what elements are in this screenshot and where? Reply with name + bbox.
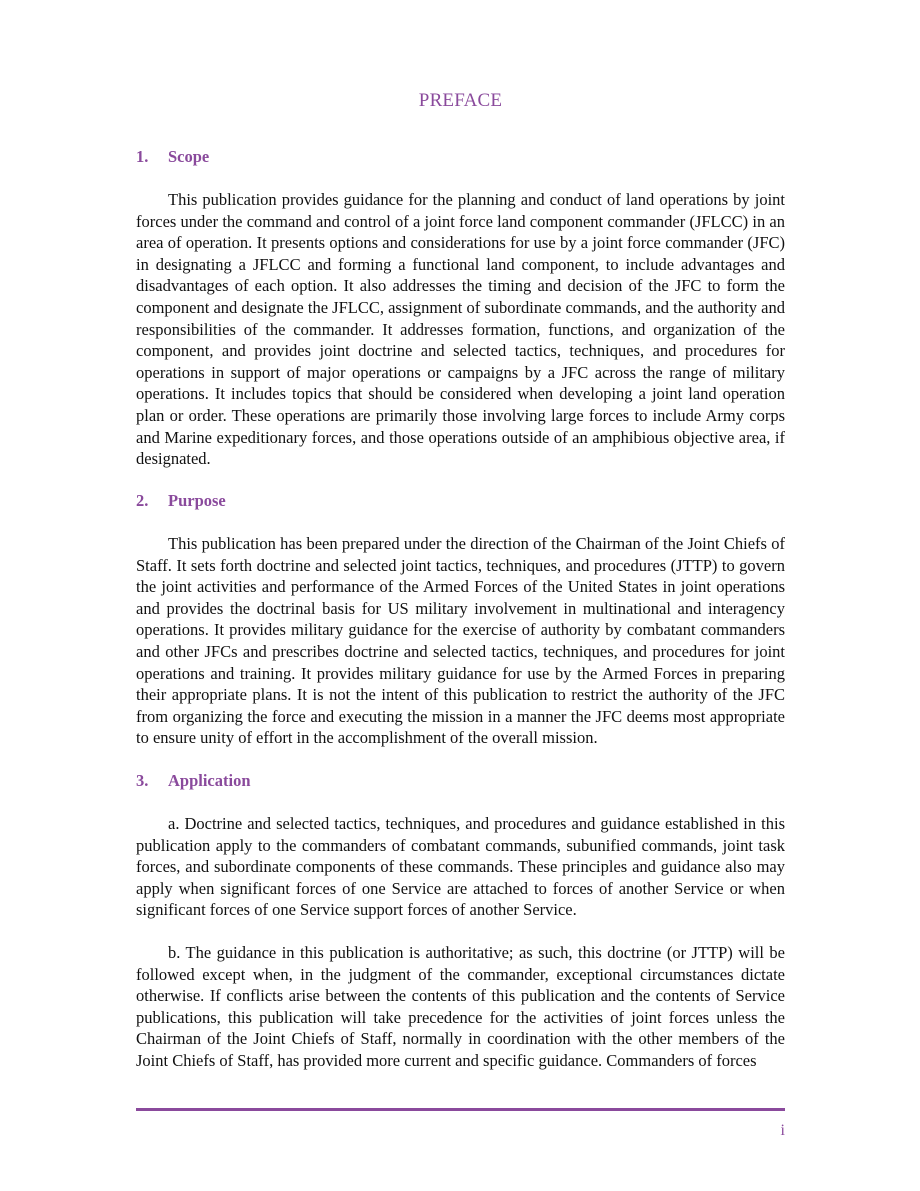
paragraph-application-a: a. Doctrine and selected tactics, techniques, and procedures and guidance established in this publication apply to the commanders of combatant commands, subunified commands, joint task forces, and subordinate components of these commands. These principles and guidance also may apply when significant forces of one Service are attached to forces of another Service or when significant forces of one Service support forces of another Service.	[136, 814, 785, 920]
paragraph-purpose: This publication has been prepared under the direction of the Chairman of the Joint Chiefs of Staff. It sets forth doctrine and selected joint tactics, techniques, and procedures (JTTP) to govern the joint activities and performance of the Armed Forces of the United States in joint operations and provides the doctrinal basis for US military involvement in multinational and interagency operations. It provides military guidance for the exercise of authority by combatant commanders and other JFCs and prescribes doctrine and selected tactics, techniques, and procedures for joint operations and training. It provides military guidance for use by the Armed Forces in preparing their appropriate plans. It is not the intent of this publication to restrict the authority of the JFC from organizing the force and executing the mission in a manner the JFC deems most appropriate to ensure unity of effort in the accomplishment of the overall mission.	[136, 534, 785, 748]
page-title: PREFACE	[418, 90, 503, 111]
page-number: i	[780, 1122, 785, 1139]
section-number: 3.	[136, 771, 149, 790]
section-title: Application	[168, 771, 251, 790]
section-title: Scope	[168, 147, 210, 166]
section-number: 1.	[136, 147, 149, 166]
footer-rule	[136, 1108, 785, 1111]
section-heading-application	[136, 771, 251, 791]
paragraph-application-b: b. The guidance in this publication is authoritative; as such, this doctrine (or JTTP) will be followed except when, in the judgment of the commander, exceptional circumstances dictate otherwise. If conflicts arise between the contents of this publication and the contents of Service publications, this publication will take precedence for the activities of joint forces unless the Chairman of the Joint Chiefs of Staff, normally in coordination with the other members of the Joint Chiefs of Staff, has provided more current and specific guidance. Commanders of forces	[136, 943, 785, 1070]
document-page	[136, 0, 785, 1191]
section-title: Purpose	[168, 491, 226, 510]
section-heading-purpose	[136, 491, 226, 511]
paragraph-scope: This publication provides guidance for the planning and conduct of land operations by joint forces under the command and control of a joint force land component commander (JFLCC) in an area of operation. It presents options and considerations for use by a joint force commander (JFC) in designating a JFLCC and forming a functional land component, to include advantages and disadvantages of each option. It also addresses the timing and decision of the JFC to form the component and designate the JFLCC, assignment of subordinate commands, and the authority and responsibilities of the commander. It addresses formation, functions, and organization of the component, and provides joint doctrine and selected tactics, techniques, and procedures for operations in support of major operations or campaigns by a JFC across the range of military operations. It includes topics that should be considered when developing a joint land operation plan or order. These operations are primarily those involving large forces to include Army corps and Marine expeditionary forces, and those operations outside of an amphibious objective area, if designated.	[136, 190, 785, 469]
section-number: 2.	[136, 491, 149, 510]
section-heading-scope	[136, 147, 209, 167]
